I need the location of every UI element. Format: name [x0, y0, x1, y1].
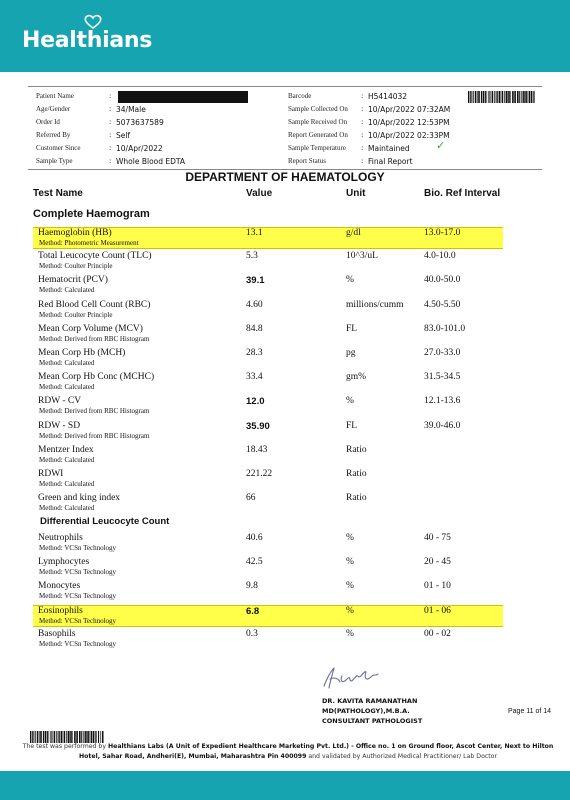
test-name: RDWI [38, 469, 64, 479]
test-unit: % [346, 533, 354, 543]
col-value: Value [246, 188, 273, 199]
test-value: 40.6 [246, 533, 263, 543]
info-label: Patient Name [36, 92, 74, 100]
table-row [33, 533, 503, 555]
test-method: Method: Derived from RBC Histogram [39, 407, 150, 416]
info-label: Sample Received On [288, 118, 348, 126]
col-ref-interval: Bio. Ref Interval [424, 188, 501, 199]
table-row [33, 445, 503, 467]
test-name: Green and king index [38, 493, 121, 504]
test-unit: % [346, 606, 354, 616]
info-value: Maintained [368, 144, 410, 153]
table-row [33, 469, 503, 491]
test-ref-interval: 39.0-46.0 [424, 420, 461, 431]
test-value: 28.3 [246, 348, 263, 358]
test-method: Method: Coulter Principle [39, 310, 113, 319]
test-value: 5.3 [246, 251, 258, 262]
test-method: Method: VCSn Technology [39, 617, 117, 625]
brand-logo: Healthians [22, 28, 153, 53]
test-ref-interval: 40.0-50.0 [424, 275, 461, 286]
info-value: 10/Apr/2022 12:53PM [368, 118, 450, 127]
test-unit: % [346, 396, 354, 407]
test-method: Method: VCSn Technology [39, 544, 117, 552]
table-row [33, 372, 503, 394]
test-ref-interval: 27.0-33.0 [424, 348, 461, 358]
info-colon: : [361, 105, 364, 113]
test-name: Haemoglobin (HB) [38, 228, 112, 238]
test-unit: % [346, 275, 354, 286]
test-method: Method: Photometric Measurement [39, 239, 139, 247]
test-unit: Ratio [346, 493, 367, 504]
test-method: Method: Calculated [39, 359, 95, 367]
test-unit: FL [346, 323, 358, 334]
test-name: Mean Corp Volume (MCV) [38, 323, 143, 334]
test-value: 39.1 [246, 275, 265, 287]
barcode-image [468, 91, 536, 103]
signatory-title: CONSULTANT PATHOLOGIST [322, 717, 423, 725]
table-row [33, 348, 503, 370]
signatory-name: DR. KAVITA RAMANATHAN [322, 697, 418, 705]
test-unit: % [346, 557, 354, 567]
test-name: RDW - SD [38, 420, 81, 431]
test-ref-interval: 31.5-34.5 [424, 372, 461, 383]
info-value: 10/Apr/2022 02:33PM [368, 131, 450, 140]
info-colon: : [361, 131, 364, 139]
test-method: Method: Calculated [39, 504, 95, 513]
test-unit: 10^3/uL [346, 251, 378, 262]
test-name: RDW - CV [38, 396, 82, 407]
test-name: Monocytes [38, 581, 81, 591]
test-name: Neutrophils [38, 533, 83, 543]
test-method: Method: Derived from RBC Histogram [39, 431, 150, 440]
col-test-name: Test Name [33, 188, 83, 199]
test-method: Method: VCSn Technology [39, 568, 117, 576]
info-label: Report Status [288, 157, 326, 165]
test-unit: pg [346, 348, 356, 358]
test-name: Mean Corp Hb Conc (MCHC) [38, 372, 155, 383]
test-ref-interval: 4.0-10.0 [424, 251, 456, 262]
table-row [33, 605, 503, 627]
table-row [33, 557, 503, 579]
col-unit: Unit [346, 188, 366, 199]
test-method: Method: Calculated [39, 286, 95, 295]
info-colon: : [361, 118, 364, 126]
info-value: Final Report [368, 157, 413, 166]
test-value: 221.22 [246, 469, 273, 479]
info-label: Referred By [36, 131, 71, 139]
test-name: Total Leucocyte Count (TLC) [38, 251, 152, 262]
table-row [33, 324, 503, 346]
footer-suffix: and validated by Authorized Medical Practitioner/ Lab Doctor [306, 753, 498, 760]
page-number: Page 11 of 14 [508, 708, 552, 715]
test-value: 35.90 [246, 420, 270, 432]
table-row [33, 396, 503, 418]
footer-prefix: The test was performed by [22, 743, 108, 750]
test-name: Mentzer Index [38, 444, 94, 455]
info-label: Report Generated On [288, 131, 348, 139]
checkmark-icon: ✓ [436, 139, 446, 152]
info-value: H5414032 [368, 92, 408, 101]
test-value: 9.8 [246, 581, 258, 591]
test-name: Mean Corp Hb (MCH) [38, 348, 126, 358]
subsection-title: Differential Leucocyte Count [40, 516, 170, 527]
info-colon: : [109, 92, 112, 100]
test-unit: millions/cumm [346, 299, 404, 310]
test-method: Method: Calculated [39, 455, 95, 464]
test-ref-interval: 00 - 02 [424, 629, 451, 639]
test-unit: g/dl [346, 228, 361, 238]
test-unit: FL [346, 420, 358, 431]
info-colon: : [109, 118, 112, 126]
signatory-block [322, 696, 422, 726]
info-label: Age/Gender [36, 105, 71, 113]
test-value: 6.8 [246, 606, 260, 617]
info-label: Sample Collected On [288, 105, 348, 113]
info-colon: : [361, 92, 364, 100]
table-row [33, 493, 503, 515]
info-value: 5073637589 [116, 118, 164, 127]
info-value: 10/Apr/2022 [116, 144, 163, 153]
patient-info-box [28, 86, 542, 170]
info-value: 34/Male [116, 105, 146, 114]
test-name: Hematocrit (PCV) [38, 275, 108, 286]
info-colon: : [109, 131, 112, 139]
info-label: Sample Temperature [288, 144, 346, 152]
test-value: 18.43 [246, 444, 268, 455]
redacted-name [118, 91, 248, 103]
test-ref-interval: 01 - 10 [424, 581, 451, 591]
test-method: Method: VCSn Technology [39, 592, 117, 600]
test-unit: % [346, 581, 354, 591]
info-colon: : [361, 157, 364, 165]
test-value: 12.0 [246, 396, 265, 408]
test-unit: Ratio [346, 469, 367, 479]
test-method: Method: Calculated [39, 383, 95, 392]
info-label: Order Id [36, 118, 60, 126]
test-unit: % [346, 629, 354, 639]
test-value: 0.3 [246, 629, 258, 639]
info-value: Self [116, 131, 131, 140]
test-name: Lymphocytes [38, 557, 90, 567]
test-ref-interval: 4.50-5.50 [424, 299, 461, 310]
test-value: 13.1 [246, 228, 263, 238]
table-row [33, 300, 503, 322]
test-name: Red Blood Cell Count (RBC) [38, 299, 151, 310]
test-method: Method: Derived from RBC Histogram [39, 334, 150, 343]
test-ref-interval: 01 - 06 [424, 606, 451, 616]
test-value: 33.4 [246, 372, 263, 383]
test-name: Basophils [38, 629, 76, 639]
footer-text [18, 742, 558, 762]
test-ref-interval: 20 - 45 [424, 557, 451, 567]
test-ref-interval: 12.1-13.6 [424, 396, 461, 407]
table-row [33, 421, 503, 443]
test-value: 42.5 [246, 557, 263, 567]
test-method: Method: Coulter Principle [39, 262, 113, 271]
info-value: Whole Blood EDTA [116, 157, 186, 166]
table-row [33, 227, 503, 249]
table-row [33, 581, 503, 603]
table-row [33, 275, 503, 297]
test-method: Method: Calculated [39, 480, 95, 488]
test-value: 4.60 [246, 299, 263, 310]
test-ref-interval: 13.0-17.0 [424, 228, 461, 238]
table-row [33, 629, 503, 651]
info-colon: : [109, 144, 112, 152]
test-unit: Ratio [346, 444, 367, 455]
test-value: 84.8 [246, 323, 263, 334]
section-title: Complete Haemogram [33, 208, 150, 220]
info-colon: : [109, 157, 112, 165]
footer-band [0, 771, 570, 800]
test-ref-interval: 40 - 75 [424, 533, 451, 543]
signatory-qualification: MD(PATHOLOGY),M.B.A. [322, 707, 410, 715]
info-colon: : [109, 105, 112, 113]
info-value: 10/Apr/2022 07:32AM [368, 105, 451, 114]
info-label: Sample Type [36, 157, 73, 165]
info-label: Customer Since [36, 144, 81, 152]
department-title: DEPARTMENT OF HAEMATOLOGY [185, 170, 385, 184]
test-unit: gm% [346, 372, 367, 383]
footer-lab: Healthians Labs (A Unit of Expedient Healthcare Marketing Pvt. Ltd.) - Office no. 1 on Ground floor, Ascot Center, Next to Hilton Hotel, Sahar Road, Andheri(E), Mumbai, Maharashtra Pin 400099 [78, 743, 554, 760]
info-colon: : [361, 144, 364, 152]
info-label: Barcode [288, 92, 312, 100]
table-row [33, 251, 503, 273]
test-name: Eosinophils [38, 606, 83, 616]
test-value: 66 [246, 493, 256, 504]
test-ref-interval: 83.0-101.0 [424, 323, 466, 334]
signature-image [320, 662, 382, 692]
test-method: Method: VCSn Technology [39, 640, 117, 648]
